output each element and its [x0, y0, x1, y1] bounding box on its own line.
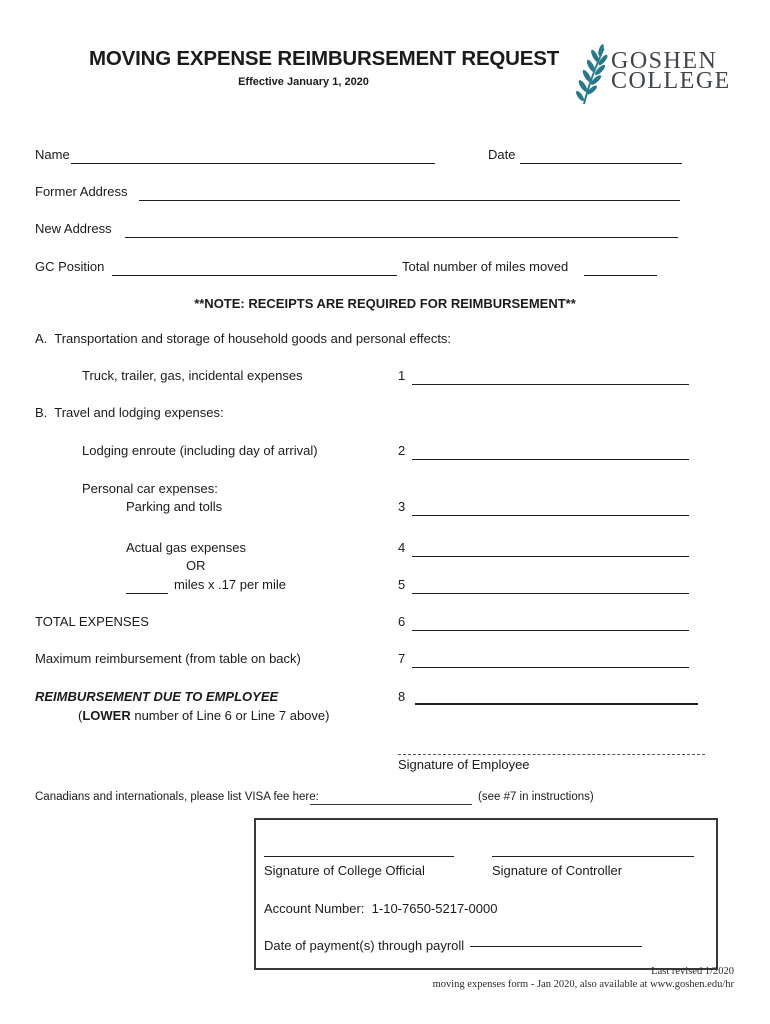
lodging-label: Lodging enroute (including day of arrival)	[82, 443, 318, 458]
gc-position-row	[0, 259, 770, 281]
gc-position-input-line[interactable]	[112, 259, 397, 276]
line-5-amount-line[interactable]	[412, 577, 689, 594]
parking-label: Parking and tolls	[126, 499, 223, 514]
date-input-line[interactable]	[520, 147, 682, 164]
parking-row	[0, 499, 770, 521]
goshen-college-logo	[573, 42, 731, 106]
gc-position-label: GC Position	[35, 259, 105, 274]
line-4-number: 4	[398, 540, 406, 555]
name-label: Name	[35, 147, 70, 162]
new-address-input-line[interactable]	[125, 221, 678, 238]
mileage-row	[0, 577, 770, 599]
line-3-number: 3	[398, 499, 406, 514]
lower-note-open: (	[78, 708, 83, 723]
visa-fee-row	[0, 791, 770, 813]
college-official-signature-line[interactable]	[264, 848, 454, 857]
lower-note-bold: LOWER	[82, 708, 131, 723]
former-address-input-line[interactable]	[139, 184, 680, 201]
page-title: MOVING EXPENSE REIMBURSEMENT REQUEST	[89, 47, 560, 70]
former-address-label: Former Address	[35, 184, 128, 199]
footer-availability-note: moving expenses form - Jan 2020, also available at www.goshen.edu/hr	[432, 979, 734, 990]
line-6-number: 6	[398, 614, 406, 629]
lower-note-label	[78, 708, 329, 723]
line-7-amount-line[interactable]	[412, 651, 689, 668]
total-expenses-label: TOTAL EXPENSES	[35, 614, 149, 629]
controller-label: Signature of Controller	[492, 863, 623, 878]
max-reimbursement-label: Maximum reimbursement (from table on back)	[35, 651, 301, 666]
account-number-label: Account Number: 1-10-7650-5217-0000	[264, 901, 498, 916]
line-7-number: 7	[398, 651, 406, 666]
or-label: OR	[186, 558, 206, 573]
total-expenses-row	[0, 614, 770, 636]
logo-word-goshen: GOSHEN	[611, 48, 718, 74]
line-2-amount-line[interactable]	[412, 443, 689, 460]
college-official-label: Signature of College Official	[264, 863, 425, 878]
line-1-amount-line[interactable]	[412, 368, 689, 385]
logo-wordmark	[611, 48, 731, 94]
visa-fee-instructions-note: (see #7 in instructions)	[478, 791, 594, 803]
actual-gas-label: Actual gas expenses	[126, 540, 246, 555]
lower-note-rest: number of Line 6 or Line 7 above)	[130, 708, 330, 723]
controller-signature-line[interactable]	[492, 848, 694, 857]
effective-date-subtitle: Effective January 1, 2020	[238, 76, 369, 88]
section-b-heading: B. Travel and lodging expenses:	[35, 405, 224, 420]
line-3-amount-line[interactable]	[412, 499, 689, 516]
section-b-heading-row	[0, 405, 770, 427]
reimbursement-due-label: REIMBURSEMENT DUE TO EMPLOYEE	[35, 689, 279, 704]
line-2-number: 2	[398, 443, 406, 458]
miles-moved-input-line[interactable]	[584, 259, 657, 276]
truck-expenses-label: Truck, trailer, gas, incidental expenses	[82, 368, 303, 383]
line-8-amount-line[interactable]	[415, 689, 698, 705]
personal-car-label: Personal car expenses:	[82, 481, 218, 496]
new-address-row	[0, 221, 770, 243]
line-5-number: 5	[398, 577, 406, 592]
receipts-note: **NOTE: RECEIPTS ARE REQUIRED FOR REIMBURSEMENT**	[194, 296, 576, 311]
line-8-number: 8	[398, 689, 406, 704]
max-reimbursement-row	[0, 651, 770, 673]
employee-signature-label: Signature of Employee	[398, 757, 530, 772]
official-signatures-box	[254, 818, 718, 970]
payment-date-input-line[interactable]	[470, 930, 642, 947]
line-1-number: 1	[398, 368, 406, 383]
footer-revision-note: Last revised 1/2020	[651, 966, 734, 977]
section-a-heading-row	[0, 331, 770, 353]
visa-fee-label: Canadians and internationals, please list VISA fee here:	[35, 791, 319, 803]
logo-word-college: COLLEGE	[611, 68, 731, 94]
name-input-line[interactable]	[71, 147, 435, 164]
mileage-rate-label: miles x .17 per mile	[174, 577, 286, 592]
line-6-amount-line[interactable]	[412, 614, 689, 631]
section-a-heading: A. Transportation and storage of household goods and personal effects:	[35, 331, 452, 346]
date-label: Date	[488, 147, 516, 162]
truck-expenses-row	[0, 368, 770, 390]
leaf-branch-icon	[573, 42, 609, 106]
employee-signature-line[interactable]	[398, 746, 705, 755]
line-4-amount-line[interactable]	[412, 540, 689, 557]
visa-fee-input-line[interactable]	[310, 791, 472, 805]
former-address-row	[0, 184, 770, 206]
new-address-label: New Address	[35, 221, 112, 236]
payment-date-label: Date of payment(s) through payroll	[264, 938, 465, 953]
lower-note-row	[0, 708, 770, 730]
lodging-row	[0, 443, 770, 465]
name-date-row	[0, 147, 770, 169]
miles-blank-line[interactable]	[126, 577, 168, 594]
miles-moved-label: Total number of miles moved	[402, 259, 569, 274]
